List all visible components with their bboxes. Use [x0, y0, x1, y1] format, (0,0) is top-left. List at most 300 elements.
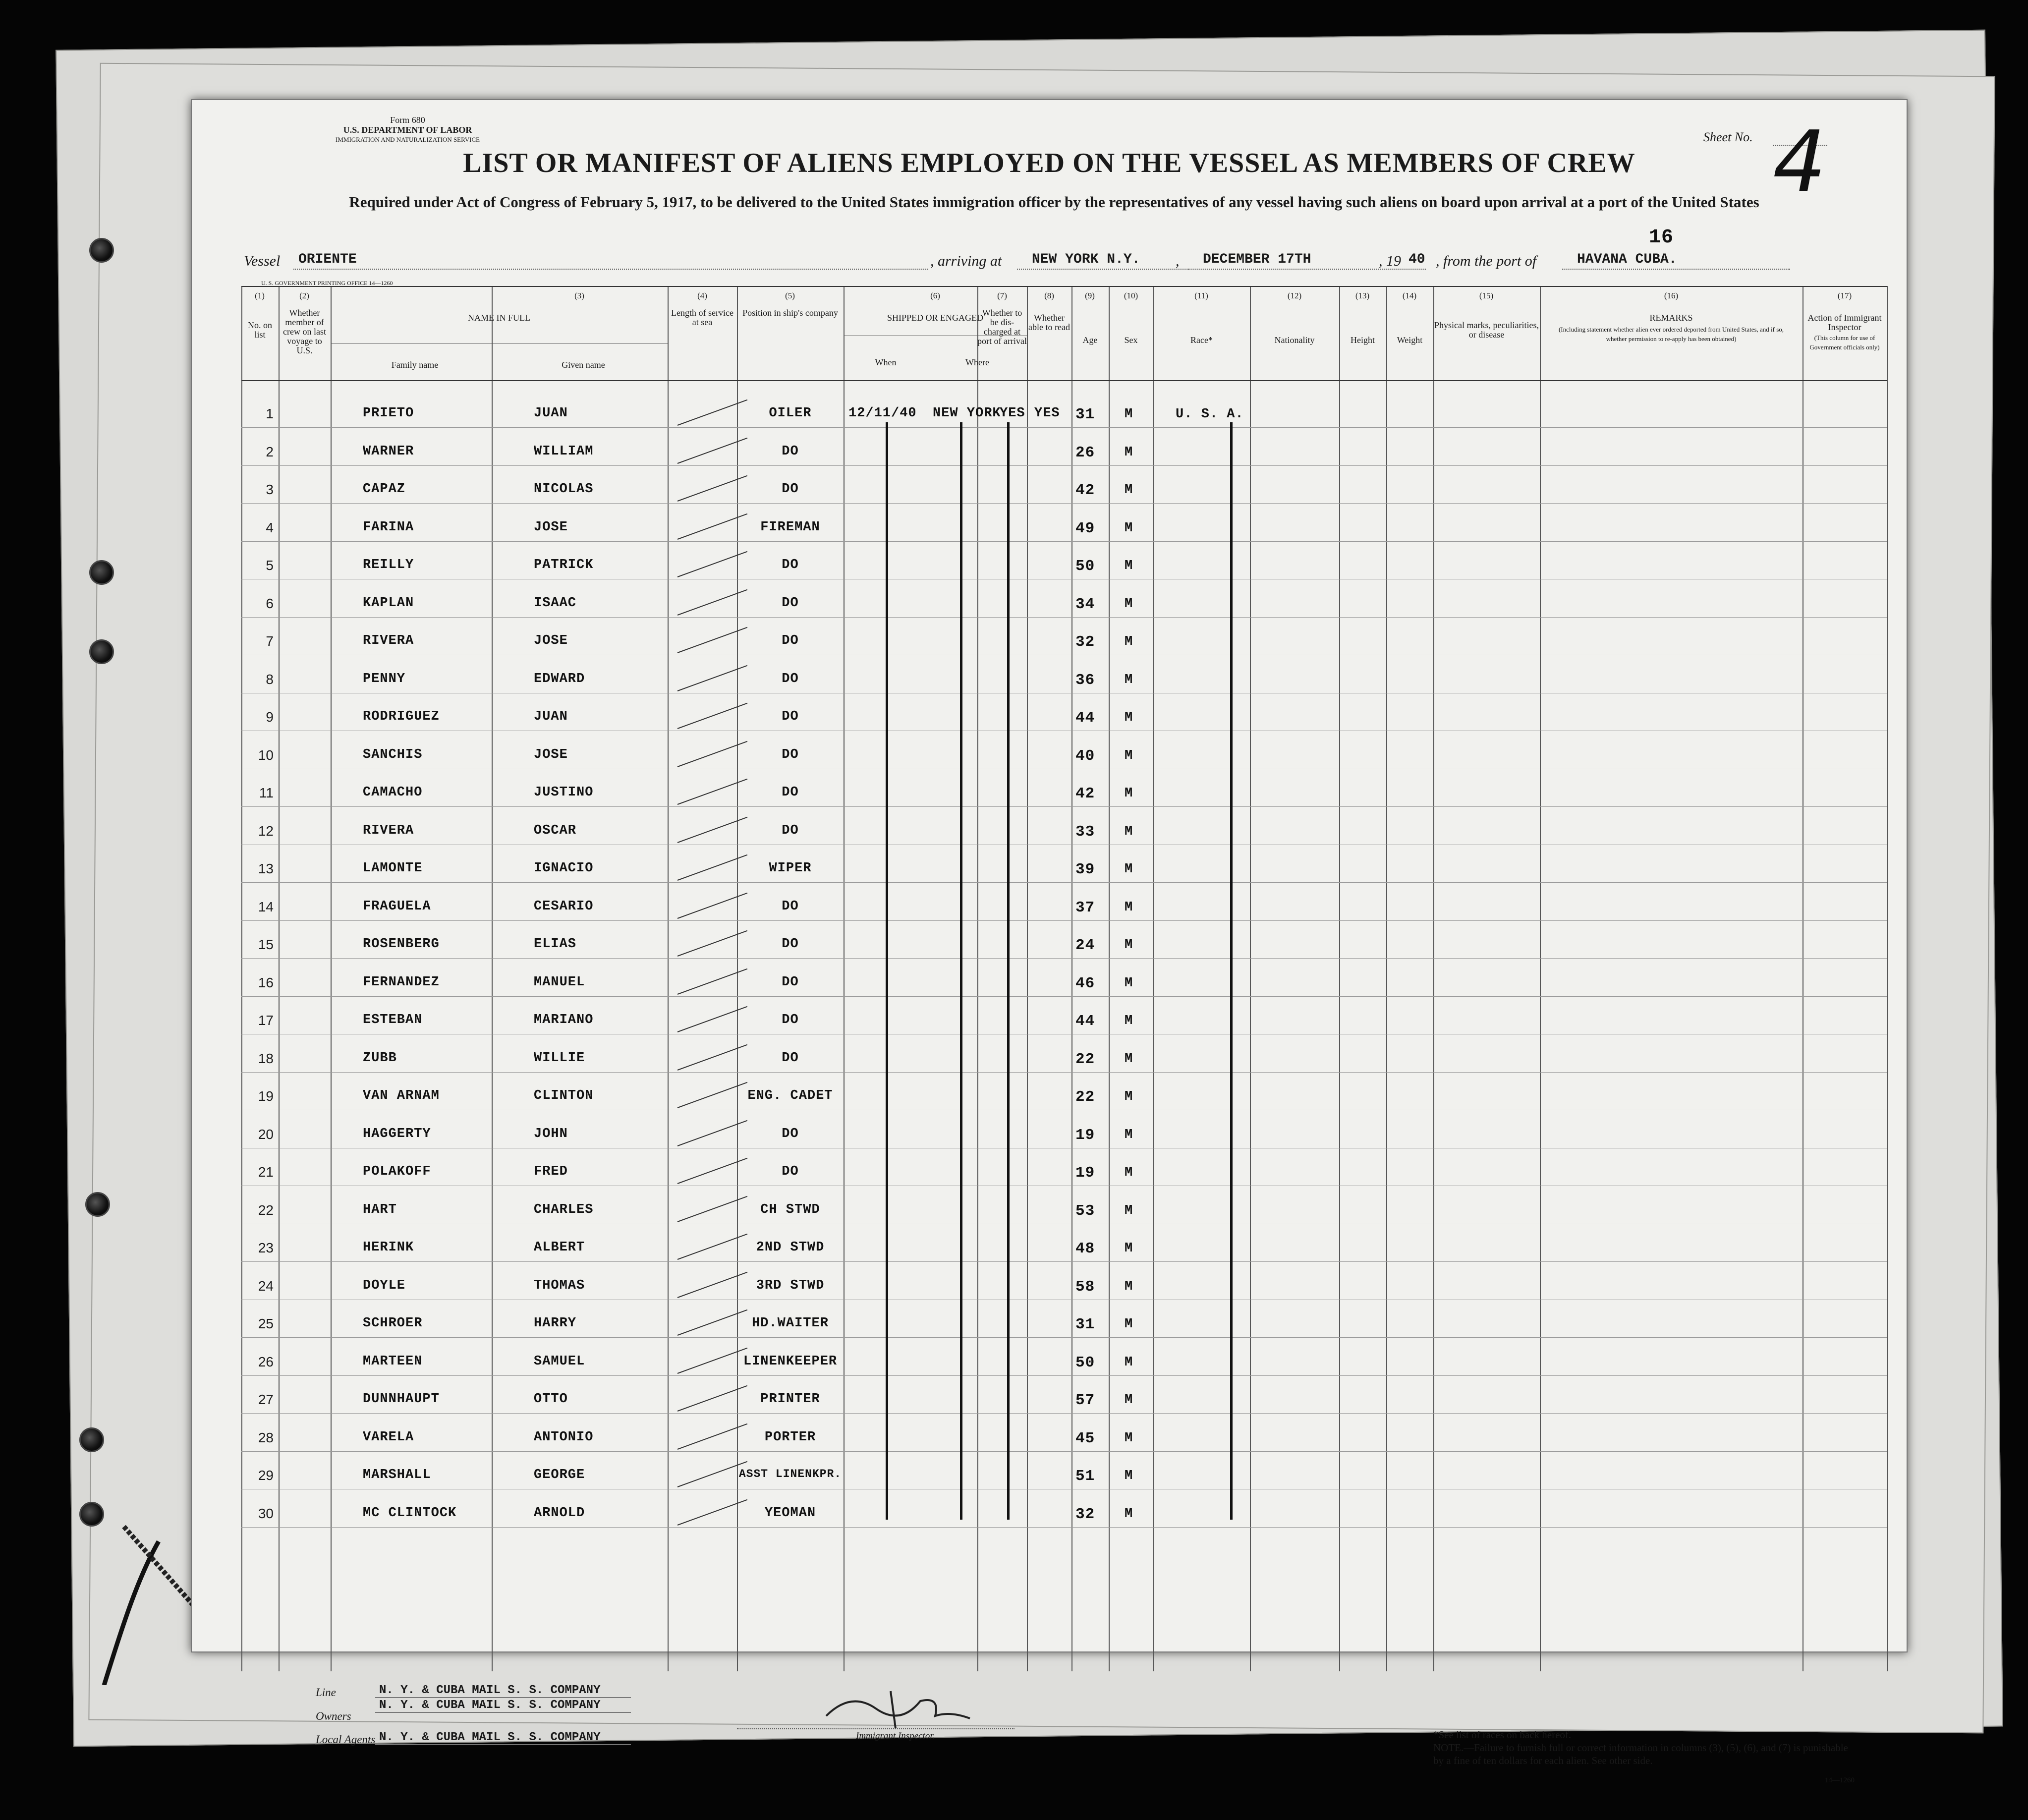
read-cell: YES: [1034, 406, 1060, 421]
family-name-cell: POLAKOFF: [363, 1164, 431, 1179]
family-name-cell: CAPAZ: [363, 482, 406, 497]
column-header-given-name: Given name: [562, 360, 605, 370]
column-number: (3): [574, 291, 584, 300]
header-rule: [241, 286, 1887, 287]
column-header-sex: Sex: [1124, 335, 1138, 345]
manifest-sheet: [191, 99, 1908, 1784]
given-name-cell: JUAN: [534, 406, 568, 421]
position-cell: DO: [782, 1050, 799, 1066]
row-number: 11: [259, 785, 274, 800]
family-name-cell: MARTEEN: [363, 1354, 423, 1369]
column-header-where: Where: [965, 357, 989, 367]
line-stamp: N. Y. & CUBA MAIL S. S. COMPANY: [375, 1684, 631, 1698]
position-cell: DO: [782, 595, 799, 611]
sex-cell: M: [1125, 1430, 1133, 1446]
arriving-label: , arriving at: [930, 253, 1002, 269]
column-header-remarks-sub: (Including statement whether alien ever ordered deported from United States, and if so, whether permission to re-apply has been obtained): [1558, 326, 1784, 342]
family-name-cell: SANCHIS: [363, 747, 423, 762]
age-cell: 19: [1075, 1164, 1095, 1182]
family-name-cell: FERNANDEZ: [363, 974, 440, 990]
given-name-cell: JOSE: [534, 633, 568, 648]
given-name-cell: EDWARD: [534, 671, 585, 686]
vessel-name-line: [293, 249, 928, 270]
position-cell: HD.WAITER: [752, 1316, 829, 1331]
sex-cell: M: [1125, 483, 1133, 498]
agents-stamp: N. Y. & CUBA MAIL S. S. COMPANY: [375, 1731, 631, 1745]
family-name-cell: RIVERA: [363, 633, 414, 648]
department-name: U.S. DEPARTMENT OF LABOR: [343, 125, 472, 135]
vessel-line: [244, 249, 1790, 274]
sex-cell: M: [1125, 559, 1133, 573]
sex-cell: M: [1125, 445, 1133, 460]
column-rule: [492, 286, 493, 1671]
column-rule: [977, 286, 978, 1671]
column-header-family-name: Family name: [391, 360, 439, 370]
row-number: 5: [266, 558, 274, 573]
row-number: 1: [266, 406, 274, 421]
row-rule: [241, 541, 1887, 542]
family-name-cell: HERINK: [363, 1240, 414, 1255]
family-name-cell: ESTEBAN: [363, 1013, 423, 1027]
position-cell: DO: [782, 558, 799, 572]
page-title: LIST OR MANIFEST OF ALIENS EMPLOYED ON THE VESSEL AS MEMBERS OF CREW: [463, 148, 1635, 178]
column-number: (11): [1194, 291, 1208, 300]
age-cell: 19: [1075, 1126, 1095, 1144]
sex-cell: M: [1125, 1089, 1133, 1104]
date-separator: ,: [1176, 253, 1180, 269]
column-rule: [1386, 286, 1387, 1671]
family-name-cell: VAN ARNAM: [363, 1088, 440, 1103]
arrival-year: 40: [1408, 252, 1425, 267]
row-number: 22: [258, 1202, 274, 1218]
service-name: IMMIGRATION AND NATURALIZATION SERVICE: [336, 136, 480, 143]
column-rule: [1339, 286, 1340, 1671]
form-label: [336, 115, 480, 145]
position-cell: FIREMAN: [760, 519, 820, 535]
age-cell: 31: [1075, 406, 1095, 423]
column-rule: [1250, 286, 1251, 1671]
position-cell: 2ND STWD: [756, 1240, 825, 1255]
line-label: Line: [316, 1686, 336, 1699]
column-number: (9): [1085, 291, 1095, 300]
given-name-cell: THOMAS: [534, 1278, 585, 1293]
position-cell: DO: [782, 937, 799, 952]
family-name-cell: ZUBB: [363, 1050, 397, 1066]
family-name-cell: LAMONTE: [363, 861, 423, 876]
column-header-race: Race*: [1190, 335, 1213, 345]
year-prefix: , 19: [1379, 253, 1401, 269]
arrival-port: NEW YORK N.Y.: [1032, 252, 1140, 267]
age-cell: 37: [1075, 899, 1095, 916]
owners-label: Owners: [316, 1710, 351, 1722]
row-number: 16: [258, 974, 274, 990]
column-header-shipped: SHIPPED OR ENGAGED: [887, 313, 983, 323]
column-header-physical: Physical marks, peculiarities, or disease: [1434, 320, 1539, 340]
page-number: 16: [1649, 227, 1674, 249]
family-name-cell: CAMACHO: [363, 785, 423, 800]
given-name-cell: JUSTINO: [534, 785, 594, 800]
given-name-cell: SAMUEL: [534, 1354, 585, 1369]
position-cell: PRINTER: [760, 1392, 820, 1407]
footnotes: [1433, 1728, 1855, 1787]
position-cell: DO: [782, 1126, 799, 1141]
age-cell: 44: [1075, 709, 1095, 727]
given-name-cell: ISAAC: [534, 595, 577, 611]
shipped-where-cell: NEW YORK: [933, 406, 1001, 421]
sex-cell: M: [1125, 1203, 1133, 1218]
sex-cell: M: [1125, 1317, 1133, 1332]
row-number: 8: [266, 671, 274, 687]
given-name-cell: ARNOLD: [534, 1505, 585, 1521]
owners-stamp: N. Y. & CUBA MAIL S. S. COMPANY: [375, 1699, 631, 1713]
column-number: (2): [299, 291, 309, 300]
given-name-cell: JOSE: [534, 519, 568, 535]
sex-cell: M: [1125, 407, 1133, 422]
vessel-label: Vessel: [244, 253, 281, 269]
age-cell: 45: [1075, 1429, 1095, 1447]
position-cell: DO: [782, 1013, 799, 1027]
given-name-cell: PATRICK: [534, 558, 594, 572]
sex-cell: M: [1125, 975, 1133, 991]
footnote-races: *See list of races on back hereof.: [1433, 1729, 1572, 1741]
form-number: Form 680: [390, 115, 425, 125]
position-cell: YEOMAN: [764, 1505, 816, 1521]
sex-cell: M: [1125, 1165, 1133, 1180]
column-header-action: Action of Immigrant Inspector: [1807, 313, 1882, 332]
column-header-name-in-full: NAME IN FULL: [468, 313, 530, 323]
discharged-ditto: [1007, 422, 1010, 1520]
family-name-cell: RIVERA: [363, 823, 414, 838]
column-header-discharged: Whether to be dis-charged at port of arrival: [977, 308, 1027, 346]
row-number: 25: [258, 1316, 274, 1331]
column-header-nationality: Nationality: [1274, 335, 1315, 345]
sex-cell: M: [1125, 1051, 1133, 1067]
sex-cell: M: [1125, 1355, 1133, 1370]
agents-label: Local Agents: [316, 1733, 376, 1746]
row-number: 15: [258, 937, 274, 952]
age-cell: 22: [1075, 1050, 1095, 1068]
column-number: (15): [1479, 291, 1494, 300]
column-number: (8): [1044, 291, 1054, 300]
age-cell: 57: [1075, 1392, 1095, 1409]
sex-cell: M: [1125, 862, 1133, 877]
column-header-action-sub: (This column for use of Government officials only): [1809, 334, 1880, 351]
row-number: 4: [266, 519, 274, 535]
column-number: (14): [1402, 291, 1417, 300]
column-rule: [1109, 286, 1110, 1671]
family-name-cell: HAGGERTY: [363, 1126, 431, 1141]
header-bottom-rule: [241, 380, 1887, 381]
from-label: , from the port of: [1436, 253, 1537, 269]
column-number: (10): [1124, 291, 1138, 300]
row-number: 18: [258, 1050, 274, 1066]
row-number: 13: [258, 861, 274, 876]
family-name-cell: VARELA: [363, 1429, 414, 1445]
sex-cell: M: [1125, 634, 1133, 649]
column-header-when: When: [875, 357, 897, 367]
age-cell: 46: [1075, 974, 1095, 992]
column-number: (7): [997, 291, 1007, 300]
given-name-cell: ELIAS: [534, 937, 577, 952]
given-name-cell: OSCAR: [534, 823, 577, 838]
given-name-cell: NICOLAS: [534, 482, 594, 497]
row-rule: [241, 1261, 1887, 1262]
printing-office-line: U. S. GOVERNMENT PRINTING OFFICE 14—1260: [261, 280, 393, 286]
row-rule: [241, 1527, 1887, 1528]
nationality-cell: U. S. A.: [1176, 407, 1244, 422]
column-number: (1): [255, 291, 265, 300]
column-rule: [844, 286, 845, 1671]
row-rule: [241, 1072, 1887, 1073]
column-header-length-service: Length of service at sea: [671, 308, 733, 327]
row-rule: [241, 465, 1887, 466]
age-cell: 39: [1075, 861, 1095, 878]
column-number: (17): [1837, 291, 1852, 300]
age-cell: 40: [1075, 747, 1095, 765]
column-header-remarks: REMARKS: [1649, 313, 1693, 323]
age-cell: 36: [1075, 671, 1095, 689]
family-name-cell: PENNY: [363, 671, 406, 686]
row-number: 12: [258, 823, 274, 839]
column-rule: [1540, 286, 1541, 1671]
vessel-name: ORIENTE: [298, 252, 357, 267]
family-name-cell: MC CLINTOCK: [363, 1505, 457, 1521]
given-name-cell: FRED: [534, 1164, 568, 1179]
column-header-whether-member: Whether member of crew on last voyage to U.S.: [283, 308, 326, 355]
sex-cell: M: [1125, 1014, 1133, 1028]
column-header-weight: Weight: [1397, 335, 1423, 345]
column-rule: [279, 286, 280, 1671]
row-number: 30: [258, 1505, 274, 1521]
column-header-read: Whether able to read: [1028, 313, 1070, 332]
sex-cell: M: [1125, 596, 1133, 612]
given-name-cell: ANTONIO: [534, 1429, 594, 1445]
column-number: (12): [1287, 291, 1302, 300]
position-cell: ASST LINENKPR.: [738, 1468, 842, 1480]
column-rule: [1887, 286, 1888, 1671]
family-name-cell: HART: [363, 1202, 397, 1217]
discharged-cell: YES: [1000, 406, 1025, 421]
family-name-cell: KAPLAN: [363, 595, 414, 611]
age-cell: 32: [1075, 1505, 1095, 1523]
position-cell: CH STWD: [760, 1202, 820, 1217]
inspector-line: [737, 1728, 1014, 1729]
given-name-cell: CHARLES: [534, 1202, 594, 1217]
row-rule: [241, 806, 1887, 807]
arrival-date: DECEMBER 17TH: [1203, 252, 1311, 267]
position-cell: DO: [782, 444, 799, 459]
age-cell: 48: [1075, 1240, 1095, 1257]
row-rule: [241, 882, 1887, 883]
column-number: (6): [930, 291, 940, 300]
age-cell: 22: [1075, 1088, 1095, 1106]
age-cell: 31: [1075, 1316, 1095, 1333]
sex-cell: M: [1125, 1393, 1133, 1408]
row-rule: [241, 503, 1887, 504]
row-number: 7: [266, 633, 274, 649]
nationality-ditto: [1230, 422, 1233, 1520]
given-name-cell: JUAN: [534, 709, 568, 724]
row-number: 14: [258, 899, 274, 914]
row-number: 19: [258, 1088, 274, 1104]
age-cell: 42: [1075, 785, 1095, 802]
column-rule: [1027, 286, 1028, 1671]
given-name-cell: WILLIE: [534, 1050, 585, 1066]
position-cell: DO: [782, 482, 799, 497]
age-cell: 44: [1075, 1013, 1095, 1030]
age-cell: 33: [1075, 823, 1095, 841]
column-header-no: No. on list: [248, 320, 272, 340]
row-rule: [241, 427, 1887, 428]
shipped-when-cell: 12/11/40: [848, 406, 917, 421]
age-cell: 58: [1075, 1278, 1095, 1296]
family-name-cell: REILLY: [363, 558, 414, 572]
row-number: 17: [258, 1013, 274, 1028]
crew-table: [241, 286, 1887, 1671]
row-number: 21: [258, 1164, 274, 1180]
position-cell: DO: [782, 785, 799, 800]
age-cell: 32: [1075, 633, 1095, 651]
position-cell: DO: [782, 633, 799, 648]
age-cell: 50: [1075, 1354, 1095, 1371]
column-header-age: Age: [1082, 335, 1098, 345]
position-cell: ENG. CADET: [747, 1088, 833, 1103]
inspector-signature: [821, 1681, 980, 1736]
departure-port: HAVANA CUBA.: [1577, 252, 1677, 267]
row-number: 27: [258, 1392, 274, 1407]
row-number: 29: [258, 1468, 274, 1483]
age-cell: 34: [1075, 595, 1095, 613]
row-number: 9: [266, 709, 274, 725]
binder-hole: [79, 1427, 104, 1452]
inspector-label: Immigrant Inspector.: [856, 1731, 935, 1741]
column-header-height: Height: [1351, 335, 1375, 345]
family-name-cell: DOYLE: [363, 1278, 406, 1293]
sheet-no-label: Sheet No.: [1703, 130, 1753, 144]
family-name-cell: PRIETO: [363, 406, 414, 421]
row-rule: [241, 1375, 1887, 1376]
sex-cell: M: [1125, 900, 1133, 915]
shipped-when-ditto: [886, 422, 888, 1520]
row-number: 3: [266, 482, 274, 497]
given-name-cell: JOHN: [534, 1126, 568, 1141]
sex-cell: M: [1125, 1127, 1133, 1142]
row-number: 6: [266, 595, 274, 611]
binder-hole: [89, 639, 114, 664]
position-cell: DO: [782, 1164, 799, 1179]
given-name-cell: GEORGE: [534, 1468, 585, 1482]
sex-cell: M: [1125, 748, 1133, 763]
age-cell: 50: [1075, 558, 1095, 575]
sex-cell: M: [1125, 1506, 1133, 1522]
row-rule: [241, 996, 1887, 997]
given-name-cell: JOSE: [534, 747, 568, 762]
given-name-cell: HARRY: [534, 1316, 577, 1331]
row-rule: [241, 617, 1887, 618]
row-number: 2: [266, 444, 274, 459]
family-name-cell: WARNER: [363, 444, 414, 459]
family-name-cell: MARSHALL: [363, 1468, 431, 1482]
position-cell: DO: [782, 899, 799, 914]
sex-cell: M: [1125, 672, 1133, 687]
column-rule: [1153, 286, 1154, 1671]
family-name-cell: RODRIGUEZ: [363, 709, 440, 724]
column-rule: [1071, 286, 1072, 1671]
column-rule: [331, 286, 332, 1671]
age-cell: 49: [1075, 519, 1095, 537]
position-cell: DO: [782, 823, 799, 838]
family-name-cell: DUNNHAUPT: [363, 1392, 440, 1407]
column-number: (5): [785, 291, 795, 300]
column-number: (16): [1664, 291, 1679, 300]
position-cell: DO: [782, 709, 799, 724]
position-cell: WIPER: [769, 861, 812, 876]
position-cell: OILER: [769, 406, 812, 421]
given-name-cell: CLINTON: [534, 1088, 594, 1103]
position-cell: PORTER: [764, 1429, 816, 1445]
row-rule: [241, 1451, 1887, 1452]
footnote-penalty: NOTE.—Failure to furnish full or correct information in columns (3), (5), (6), and (7) is punishable by a fine of ten dollars for each alien. See other side.: [1433, 1742, 1848, 1766]
sex-cell: M: [1125, 710, 1133, 725]
given-name-cell: OTTO: [534, 1392, 568, 1407]
age-cell: 24: [1075, 937, 1095, 954]
form-code: 14—1260: [1825, 1776, 1855, 1784]
column-rule: [1433, 286, 1434, 1671]
given-name-cell: CESARIO: [534, 899, 594, 914]
family-name-cell: ROSENBERG: [363, 937, 440, 952]
family-name-cell: FARINA: [363, 519, 414, 535]
row-number: 24: [258, 1278, 274, 1294]
column-header-position: Position in ship's company: [742, 308, 838, 318]
age-cell: 26: [1075, 444, 1095, 461]
column-number: (4): [697, 291, 707, 300]
family-name-cell: FRAGUELA: [363, 899, 431, 914]
age-cell: 53: [1075, 1202, 1095, 1220]
row-rule: [241, 1413, 1887, 1414]
sheet-no-value: 4: [1773, 113, 1827, 211]
binder-hole: [89, 238, 114, 263]
column-rule: [241, 286, 242, 1671]
sex-cell: M: [1125, 786, 1133, 801]
binder-hole: [89, 560, 114, 585]
row-number: 10: [258, 747, 274, 763]
sex-cell: M: [1125, 824, 1133, 839]
given-name-cell: MARIANO: [534, 1013, 594, 1027]
shipped-where-ditto: [960, 422, 962, 1520]
row-number: 28: [258, 1429, 274, 1445]
row-number: 26: [258, 1354, 274, 1369]
sex-cell: M: [1125, 938, 1133, 953]
given-name-cell: IGNACIO: [534, 861, 594, 876]
column-number: (13): [1355, 291, 1370, 300]
row-rule: [241, 920, 1887, 921]
row-rule: [241, 958, 1887, 959]
age-cell: 42: [1075, 482, 1095, 499]
given-name-cell: MANUEL: [534, 974, 585, 990]
sex-cell: M: [1125, 1279, 1133, 1294]
page-subtitle: Required under Act of Congress of February 5, 1917, to be delivered to the United States immigration officer by the representatives of any vessel having such aliens on board upon arrival at a port of the United States: [349, 193, 1759, 211]
sex-cell: M: [1125, 520, 1133, 536]
position-cell: DO: [782, 671, 799, 686]
age-cell: 51: [1075, 1468, 1095, 1485]
given-name-cell: ALBERT: [534, 1240, 585, 1255]
position-cell: LINENKEEPER: [743, 1354, 838, 1369]
row-number: 23: [258, 1240, 274, 1255]
sex-cell: M: [1125, 1469, 1133, 1483]
given-name-cell: WILLIAM: [534, 444, 594, 459]
row-rule: [241, 1337, 1887, 1338]
family-name-cell: SCHROER: [363, 1316, 423, 1331]
